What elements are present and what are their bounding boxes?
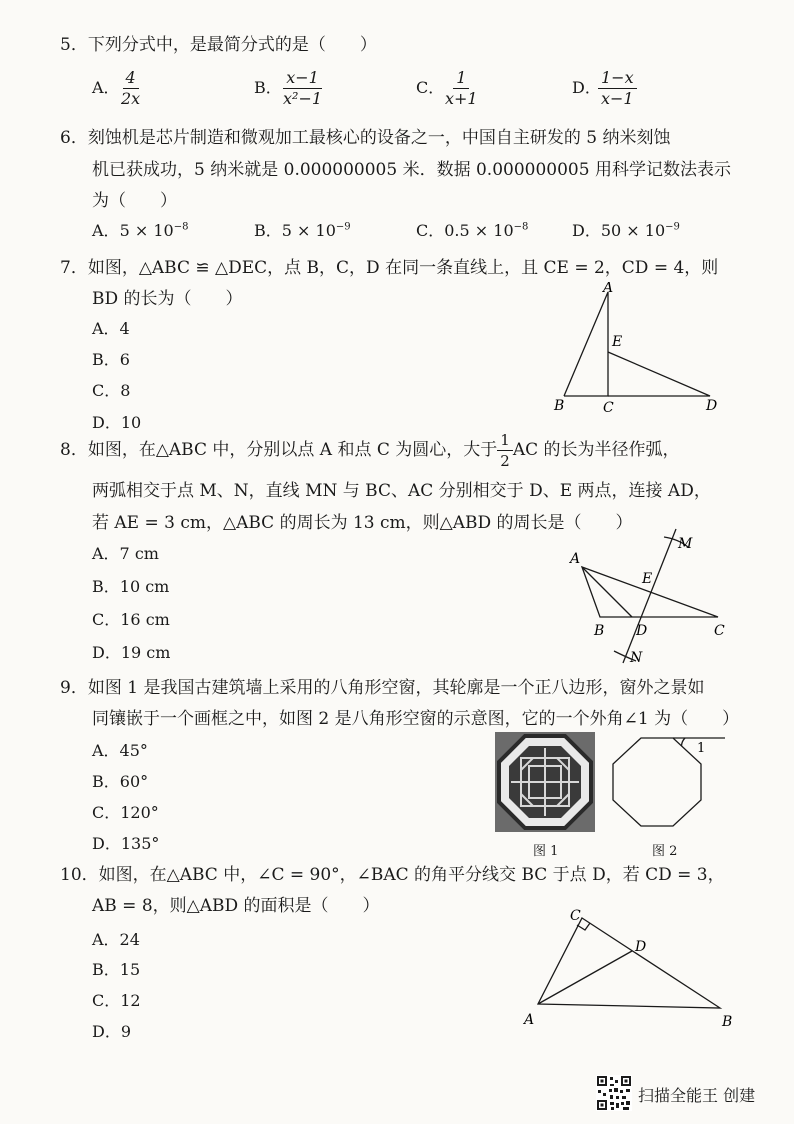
denominator: x+1 [445, 89, 478, 108]
option-label: B． [254, 78, 282, 97]
vertex-label-c: C [570, 908, 581, 924]
q10-option-b: B．15 [92, 960, 141, 979]
option-label: D． [572, 221, 601, 240]
q10-line2: AB = 8，则△ABD 的面积是（ ） [92, 896, 380, 916]
option-label: C． [416, 221, 445, 240]
option-label: A． [92, 78, 120, 97]
line-mn [623, 529, 676, 663]
q7-triangle-figure [550, 282, 730, 417]
q10-triangle-figure [520, 908, 745, 1030]
half-fraction [497, 430, 513, 471]
vertex-label-d: D [706, 398, 718, 414]
figure-1-caption: 图 1 [533, 844, 559, 859]
q6-line2: 机已获成功，5 纳米就是 0.000000005 米．数据 0.000000005 用科学记数法表示 [92, 160, 731, 180]
point-label-a: A [570, 551, 581, 567]
vertex-label-b: B [554, 398, 565, 414]
triangle-dec [608, 352, 710, 396]
denominator: 2x [121, 89, 141, 108]
q8-option-b: B．10 cm [92, 577, 170, 596]
q8-line1-part1: 8．如图，在△ABC 中，分别以点 A 和点 C 为圆心，大于 [60, 440, 498, 460]
numerator: x−1 [283, 68, 322, 89]
point-label-b: B [594, 623, 605, 639]
option-exponent: −9 [335, 221, 351, 233]
regular-octagon [613, 738, 701, 826]
point-label-n: N [630, 650, 643, 666]
option-exponent: −9 [665, 221, 680, 233]
numerator: 4 [123, 68, 139, 89]
q8-line1-part2: AC 的长为半径作弧， [512, 440, 680, 460]
q6-option-b [254, 218, 351, 241]
denominator: x²−1 [283, 89, 323, 108]
point-label-e: E [642, 571, 653, 587]
q7-option-d: D．10 [92, 413, 142, 432]
q8-triangle-figure [560, 525, 745, 670]
q7-option-b: B．6 [92, 350, 130, 369]
figure-2-caption: 图 2 [652, 844, 678, 859]
q8-line3: 若 AE = 3 cm，△ABC 的周长为 13 cm，则△ABD 的周长是（ ） [92, 513, 633, 533]
numerator: 1−x [598, 68, 637, 89]
numerator: 1 [453, 68, 469, 89]
q6-option-d [572, 218, 680, 241]
option-label: A． [92, 221, 120, 240]
option-label: D． [572, 78, 601, 97]
q5-option-a [92, 68, 143, 109]
denominator: 2 [500, 452, 510, 470]
point-label-d: D [636, 623, 648, 639]
vertex-label-a: A [603, 282, 614, 296]
numerator: 1 [497, 430, 513, 451]
vertex-label-e: E [612, 334, 623, 350]
q9-option-d: D．135° [92, 834, 160, 853]
vertex-label-d: D [635, 939, 647, 955]
option-base: 50 × 10 [600, 221, 666, 240]
octagonal-window-photo [495, 732, 595, 832]
vertex-label-b: B [722, 1014, 733, 1030]
vertex-label-a: A [524, 1012, 535, 1028]
qr-code-icon [596, 1075, 632, 1111]
option-base: 0.5 × 10 [444, 221, 514, 240]
q8-line2: 两弧相交于点 M、N，直线 MN 与 BC、AC 分别相交于 D、E 两点，连接 AD， [92, 481, 711, 501]
q6-option-c [416, 218, 528, 241]
q7-line2: BD 的长为（ ） [92, 289, 243, 309]
angle-label-1: 1 [697, 741, 706, 756]
q5-option-b [254, 68, 325, 109]
denominator: x−1 [601, 89, 634, 108]
q5-stem: 5．下列分式中，是最简分式的是（ ） [60, 35, 377, 55]
q8-line1 [60, 430, 680, 471]
q6-option-a [92, 218, 188, 241]
q5-option-d [572, 68, 637, 109]
q10-option-c: C．12 [92, 991, 141, 1010]
point-label-m: M [678, 536, 693, 552]
point-label-c: C [714, 623, 725, 639]
q9-line1: 9．如图 1 是我国古建筑墙上采用的八角形空窗，其轮廓是一个正八边形，窗外之景如 [60, 678, 705, 698]
triangle-abc [564, 292, 608, 396]
option-label: C． [416, 78, 445, 97]
q10-line1: 10．如图，在△ABC 中，∠C = 90°，∠BAC 的角平分线交 BC 于点 D，若 CD = 3， [60, 865, 725, 885]
octagon-diagram [605, 732, 735, 832]
right-triangle-abc [538, 918, 720, 1008]
q9-line2: 同镶嵌于一个画框之中，如图 2 是八角形空窗的示意图，它的一个外角∠1 为（ ） [92, 709, 740, 729]
footer-watermark-text: 扫描全能王 创建 [638, 1086, 756, 1105]
q6-line1: 6．刻蚀机是芯片制造和微观加工最核心的设备之一，中国自主研发的 5 纳米刻蚀 [60, 128, 671, 148]
option-exponent: −8 [173, 221, 189, 233]
q7-line1: 7．如图，△ABC ≌ △DEC，点 B，C，D 在同一条直线上，且 CE = 2，CD = 4，则 [60, 258, 719, 278]
q7-option-c: C．8 [92, 381, 131, 400]
q8-option-c: C．16 cm [92, 610, 170, 629]
option-label: B． [254, 221, 282, 240]
vertex-label-c: C [603, 400, 614, 416]
q5-option-c [416, 68, 481, 109]
q10-option-a: A．24 [92, 930, 140, 949]
option-base: 5 × 10 [119, 221, 174, 240]
q9-option-c: C．120° [92, 803, 159, 822]
q7-option-a: A．4 [92, 319, 130, 338]
segment-ad [582, 567, 632, 617]
q8-option-a: A．7 cm [92, 544, 159, 563]
exterior-angle-arc [682, 738, 686, 746]
q10-option-d: D．9 [92, 1022, 132, 1041]
q8-option-d: D．19 cm [92, 643, 171, 662]
q6-line3: 为（ ） [92, 191, 177, 211]
option-exponent: −8 [513, 221, 529, 233]
option-base: 5 × 10 [281, 221, 336, 240]
q9-option-b: B．60° [92, 772, 149, 791]
q9-option-a: A．45° [92, 741, 148, 760]
